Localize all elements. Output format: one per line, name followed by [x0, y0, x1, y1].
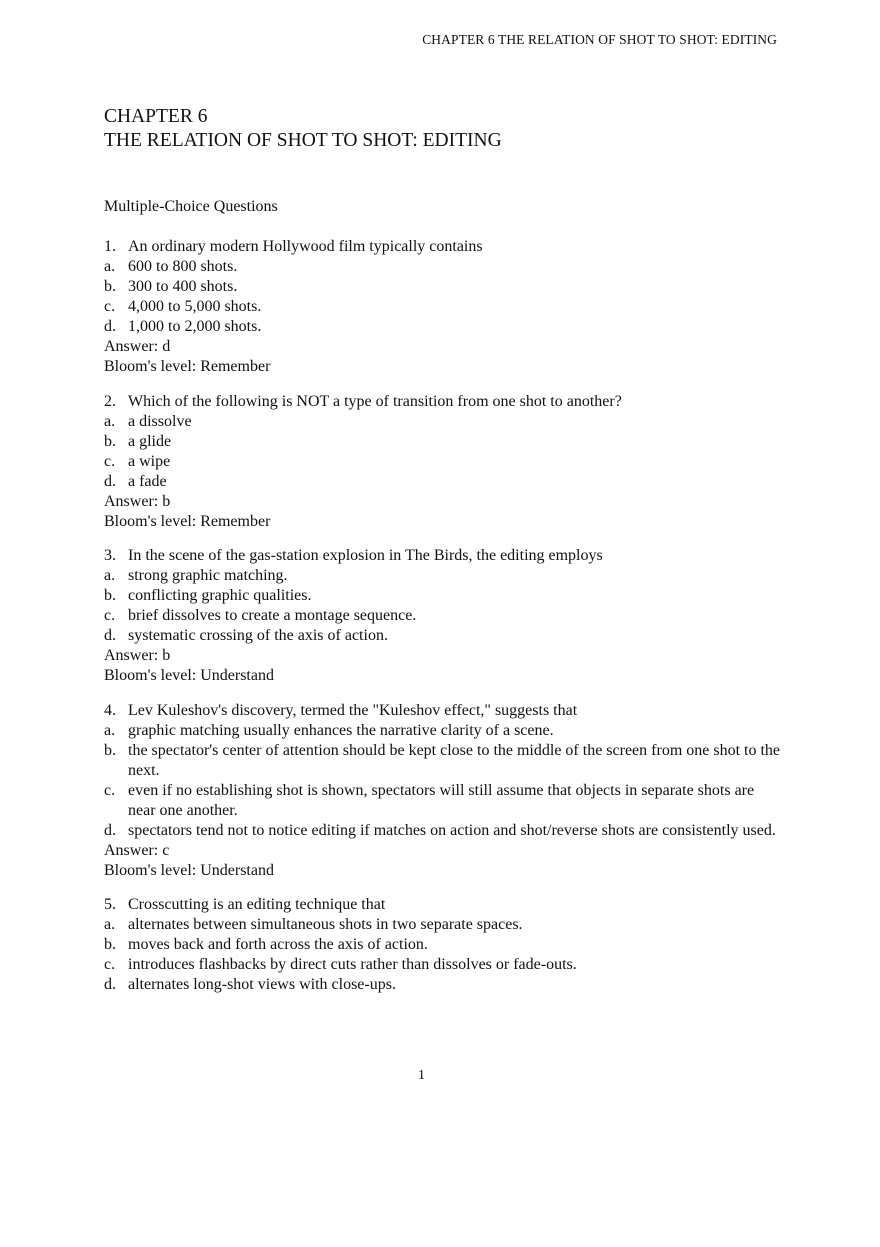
question-text: Crosscutting is an editing technique that — [128, 896, 386, 913]
question-number: 3. — [104, 547, 116, 564]
option-letter: a. — [104, 916, 116, 933]
question-text: In the scene of the gas-station explosion in The Birds, the editing employs — [128, 547, 603, 564]
option-text: 4,000 to 5,000 shots. — [128, 298, 262, 315]
option-a — [104, 412, 784, 432]
option-a — [104, 915, 784, 935]
option-letter: b. — [104, 278, 116, 295]
question-stem — [104, 237, 784, 257]
chapter-number: CHAPTER 6 — [104, 106, 208, 127]
option-a — [104, 566, 784, 586]
question-number: 4. — [104, 701, 116, 719]
option-text: spectators tend not to notice editing if matches on action and shot/reverse shots are consistently used. — [128, 821, 776, 839]
question-4 — [104, 701, 784, 881]
option-a — [104, 721, 784, 741]
option-c — [104, 606, 784, 626]
question-stem — [104, 392, 784, 412]
option-text: alternates long-shot views with close-ups. — [128, 976, 396, 993]
option-b — [104, 277, 784, 297]
option-text: conflicting graphic qualities. — [128, 587, 312, 604]
page-number: 1 — [418, 1068, 425, 1083]
option-letter: c. — [104, 956, 116, 973]
option-c — [104, 297, 784, 317]
option-letter: c. — [104, 452, 116, 470]
option-d — [104, 472, 784, 492]
option-text: 1,000 to 2,000 shots. — [128, 318, 262, 335]
option-letter: d. — [104, 627, 116, 644]
option-letter: a. — [104, 721, 116, 739]
option-b — [104, 586, 784, 606]
option-text: introduces flashbacks by direct cuts rather than dissolves or fade-outs. — [128, 956, 577, 973]
option-text: a wipe — [128, 452, 171, 470]
option-c — [104, 781, 784, 821]
question-2 — [104, 392, 784, 532]
option-letter: b. — [104, 587, 116, 604]
option-text: a glide — [128, 432, 172, 450]
option-letter: b. — [104, 432, 116, 450]
option-letter: a. — [104, 567, 116, 584]
option-text: 600 to 800 shots. — [128, 258, 238, 275]
option-text: moves back and forth across the axis of action. — [128, 936, 428, 953]
question-stem — [104, 701, 784, 721]
option-letter: b. — [104, 936, 116, 953]
option-letter: d. — [104, 976, 116, 993]
option-c — [104, 452, 784, 472]
bloom-level: Bloom's level: Remember — [104, 512, 271, 530]
option-letter: c. — [104, 781, 116, 799]
bloom-level: Bloom's level: Remember — [104, 358, 271, 375]
option-text: systematic crossing of the axis of action. — [128, 627, 388, 644]
option-text: even if no establishing shot is shown, spectators will still assume that objects in separate shots are near one another. — [128, 781, 755, 819]
answer-line: Answer: b — [104, 647, 171, 664]
question-stem — [104, 895, 784, 915]
chapter-name: THE RELATION OF SHOT TO SHOT: EDITING — [104, 130, 502, 151]
question-5 — [104, 895, 784, 995]
document-body — [104, 105, 784, 1010]
answer-line: Answer: b — [104, 492, 171, 510]
option-letter: d. — [104, 472, 116, 490]
option-c — [104, 955, 784, 975]
option-letter: b. — [104, 741, 116, 759]
option-b — [104, 741, 784, 781]
question-text: An ordinary modern Hollywood film typically contains — [128, 238, 483, 255]
section-heading: Multiple-Choice Questions — [104, 198, 278, 215]
question-1 — [104, 237, 784, 377]
option-letter: d. — [104, 318, 116, 335]
option-d — [104, 317, 784, 337]
question-number: 2. — [104, 392, 116, 410]
answer-line: Answer: c — [104, 841, 170, 859]
option-letter: c. — [104, 298, 116, 315]
running-header: CHAPTER 6 THE RELATION OF SHOT TO SHOT: EDITING — [422, 32, 777, 47]
option-text: the spectator's center of attention should be kept close to the middle of the screen from one shot to the next. — [128, 741, 781, 779]
option-d — [104, 626, 784, 646]
option-letter: a. — [104, 412, 116, 430]
option-text: graphic matching usually enhances the narrative clarity of a scene. — [128, 721, 554, 739]
option-letter: d. — [104, 821, 116, 839]
question-number: 5. — [104, 896, 116, 913]
option-text: 300 to 400 shots. — [128, 278, 238, 295]
option-b — [104, 935, 784, 955]
option-letter: a. — [104, 258, 116, 275]
option-text: a fade — [128, 472, 167, 490]
option-b — [104, 432, 784, 452]
question-text: Lev Kuleshov's discovery, termed the "Kuleshov effect," suggests that — [128, 701, 578, 719]
option-text: brief dissolves to create a montage sequence. — [128, 607, 417, 624]
answer-line: Answer: d — [104, 338, 171, 355]
chapter-title — [104, 105, 784, 153]
question-number: 1. — [104, 238, 116, 255]
bloom-level: Bloom's level: Understand — [104, 667, 274, 684]
option-letter: c. — [104, 607, 116, 624]
option-d — [104, 821, 784, 841]
option-text: alternates between simultaneous shots in two separate spaces. — [128, 916, 523, 933]
option-text: a dissolve — [128, 412, 192, 430]
option-d — [104, 975, 784, 995]
question-3 — [104, 546, 784, 686]
question-text: Which of the following is NOT a type of transition from one shot to another? — [128, 392, 622, 410]
option-a — [104, 257, 784, 277]
question-stem — [104, 546, 784, 566]
option-text: strong graphic matching. — [128, 567, 288, 584]
bloom-level: Bloom's level: Understand — [104, 861, 274, 879]
